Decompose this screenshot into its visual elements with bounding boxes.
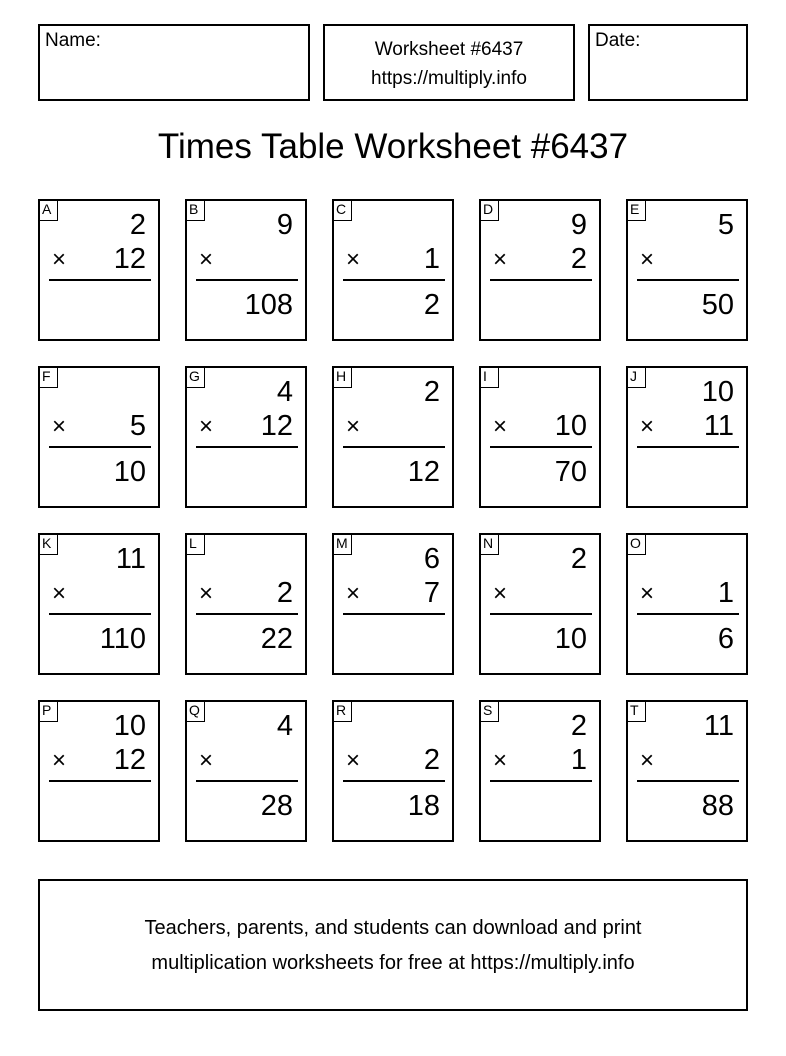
product: 10 [554,623,587,655]
times-symbol: × [493,246,508,273]
problem-letter: T [626,700,646,722]
multiplicand: 10 [113,710,146,742]
times-symbol: × [52,747,67,774]
name-label: Name: [45,30,101,51]
times-symbol: × [52,580,67,607]
product: 18 [407,790,440,822]
product: 108 [244,289,293,321]
problem-letter: S [479,700,499,722]
worksheet-url: https://multiply.info [371,68,527,89]
problem-letter: D [479,199,499,221]
problem-letter: M [332,533,352,555]
multiplicand: 10 [701,376,734,408]
answer-rule [196,279,298,281]
multiplicand: 2 [570,710,587,742]
multiplicand: 4 [276,710,293,742]
problem-card [626,366,748,508]
multiplier: 2 [276,577,293,609]
problem-letter: G [185,366,205,388]
problem-letter: Q [185,700,205,722]
multiplier: 1 [570,744,587,776]
answer-rule [637,279,739,281]
answer-rule [49,446,151,448]
multiplier: 1 [717,577,734,609]
answer-rule [637,446,739,448]
problem-card [626,199,748,341]
multiplier: 2 [423,744,440,776]
answer-rule [343,446,445,448]
multiplicand: 2 [570,543,587,575]
times-symbol: × [52,246,67,273]
answer-rule [49,780,151,782]
times-symbol: × [199,413,214,440]
multiplicand: 2 [129,209,146,241]
product: 2 [423,289,440,321]
times-symbol: × [640,580,655,607]
problem-letter: J [626,366,646,388]
times-symbol: × [199,747,214,774]
problem-card [479,366,601,508]
answer-rule [196,446,298,448]
times-symbol: × [199,246,214,273]
worksheet-id-box [323,24,575,101]
multiplier: 7 [423,577,440,609]
product: 22 [260,623,293,655]
times-symbol: × [346,246,361,273]
problem-card [332,199,454,341]
problem-card [332,366,454,508]
problem-card [626,700,748,842]
problem-card [38,199,160,341]
times-symbol: × [346,580,361,607]
name-field-box [38,24,310,101]
answer-rule [49,279,151,281]
answer-rule [637,780,739,782]
problem-card [479,700,601,842]
problem-card [479,533,601,675]
problem-card [38,366,160,508]
answer-rule [49,613,151,615]
worksheet-id: Worksheet #6437 [374,39,524,60]
answer-rule [343,613,445,615]
product: 28 [260,790,293,822]
answer-rule [343,780,445,782]
footer-box [38,879,748,1011]
multiplicand: 11 [115,543,146,575]
problem-letter: R [332,700,352,722]
multiplier: 1 [423,243,440,275]
answer-rule [637,613,739,615]
date-label: Date: [595,30,641,51]
multiplicand: 9 [570,209,587,241]
problem-letter: C [332,199,352,221]
problem-card [185,533,307,675]
product: 70 [554,456,587,488]
problem-card [332,700,454,842]
date-field-box [588,24,748,101]
page-title: Times Table Worksheet #6437 [157,127,629,166]
problem-letter: A [38,199,58,221]
answer-rule [343,279,445,281]
answer-rule [196,780,298,782]
product: 6 [717,623,734,655]
problem-card [185,700,307,842]
multiplier: 2 [570,243,587,275]
answer-rule [490,446,592,448]
multiplicand: 5 [717,209,734,241]
problem-letter: L [185,533,205,555]
times-symbol: × [52,413,67,440]
multiplier: 12 [260,410,293,442]
problem-card [38,533,160,675]
answer-rule [490,279,592,281]
times-symbol: × [493,747,508,774]
multiplicand: 9 [276,209,293,241]
problem-letter: E [626,199,646,221]
problem-letter: H [332,366,352,388]
problem-card [626,533,748,675]
footer-line-2: multiplication worksheets for free at https://multiply.info [151,952,635,974]
multiplicand: 6 [423,543,440,575]
multiplier: 12 [113,744,146,776]
multiplicand: 11 [703,710,734,742]
answer-rule [490,780,592,782]
problem-letter: O [626,533,646,555]
times-symbol: × [640,246,655,273]
answer-rule [490,613,592,615]
product: 12 [407,456,440,488]
times-symbol: × [346,747,361,774]
problem-letter: B [185,199,205,221]
times-symbol: × [493,413,508,440]
problem-card [38,700,160,842]
problem-letter: P [38,700,58,722]
footer-line-1: Teachers, parents, and students can download and print [144,917,642,939]
times-symbol: × [640,747,655,774]
multiplicand: 2 [423,376,440,408]
answer-rule [196,613,298,615]
problem-letter: K [38,533,58,555]
problem-letter: I [479,366,499,388]
multiplicand: 4 [276,376,293,408]
multiplier: 5 [129,410,146,442]
product: 88 [701,790,734,822]
product: 110 [99,623,146,655]
multiplier: 11 [703,410,734,442]
problem-card [185,199,307,341]
product: 10 [113,456,146,488]
problem-card [479,199,601,341]
multiplier: 12 [113,243,146,275]
times-symbol: × [640,413,655,440]
times-symbol: × [346,413,361,440]
problem-letter: F [38,366,58,388]
times-symbol: × [199,580,214,607]
product: 50 [701,289,734,321]
times-symbol: × [493,580,508,607]
problem-card [332,533,454,675]
multiplier: 10 [554,410,587,442]
problem-card [185,366,307,508]
problem-letter: N [479,533,499,555]
